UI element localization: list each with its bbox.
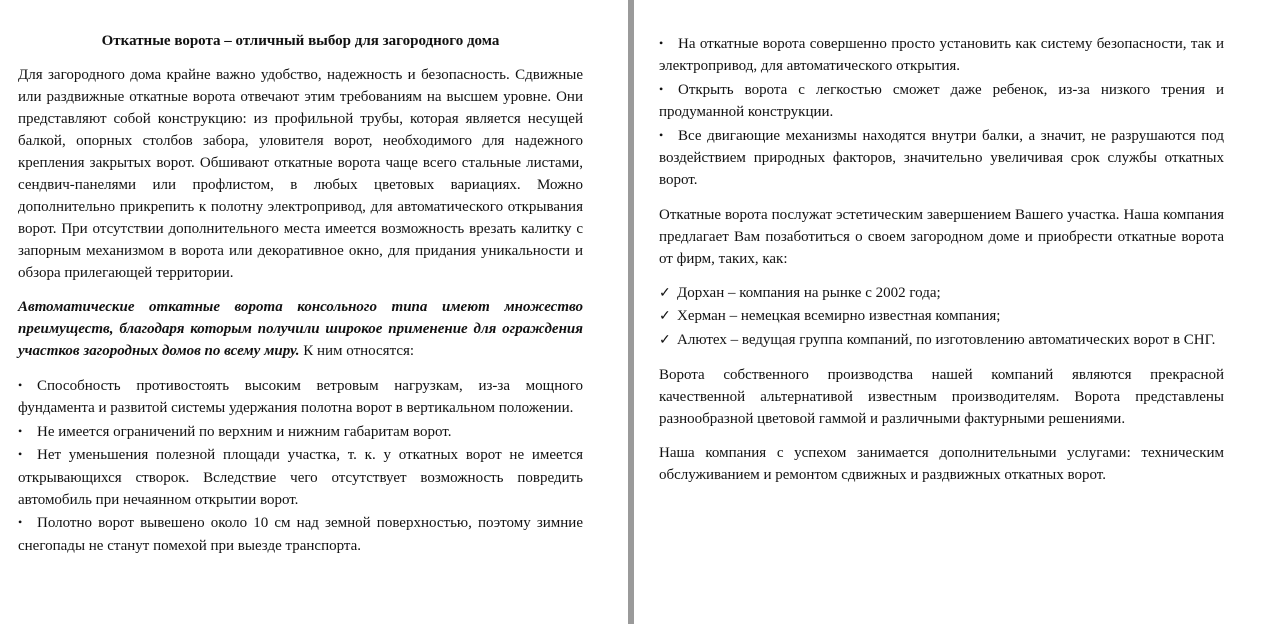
bullet-icon: • (659, 127, 664, 142)
list-item (659, 305, 1224, 328)
list-item (659, 282, 1224, 305)
list-item-text: Открыть ворота с легкостью сможет даже ребенок, из-за низкого трения и продуманной конструкции. (659, 81, 1224, 121)
advantages-list (18, 374, 583, 557)
list-item (659, 124, 1224, 192)
bullet-icon: • (659, 36, 664, 50)
emphasis-tail: К ним относятся: (299, 343, 415, 359)
checkmark-icon: ✓ (659, 285, 671, 301)
list-item-text: Дорхан – компания на рынке с 2002 года; (677, 284, 941, 301)
document-title: Откатные ворота – отличный выбор для загородного дома (101, 33, 500, 49)
right-page (634, 0, 1261, 624)
services-paragraph: Наша компания с успехом занимается дополнительными услугами: техническим обслуживанием и ремонтом сдвижных и раздвижных откатных ворот. (659, 445, 1224, 484)
list-item-text: Нет уменьшения полезной площади участка, т. к. у откатных ворот не имеется открывающихся створок. Вследствие чего отсутствует возможность повредить автомобиль при нечаянном открытии ворот. (18, 447, 583, 509)
list-item-text: Не имеется ограничений по верхним и нижним габаритам ворот. (37, 423, 452, 440)
bullet-icon: • (18, 423, 23, 438)
list-item-text: Алютех – ведущая группа компаний, по изготовлению автоматических ворот в СНГ. (677, 331, 1216, 348)
checkmark-icon: ✓ (659, 332, 671, 348)
intro-paragraph: Для загородного дома крайне важно удобство, надежность и безопасность. Сдвижные или раздвижные откатные ворота отвечают этим требованиям на высшем уровне. Они представляют собой конструкцию: из профильной трубы, которая является несущей балкой, опорных столбов забора, уловителя ворот, необходимого для надежного крепления закрытых ворот. Обшивают откатные ворота чаще всего стальные листами, сендвич-панелями или профлистом, в любых цветовых вариациях. Можно дополнительно прикрепить к полотну электропривод, для автоматического открывания ворот. При отсутствии дополнительного места имеется возможность врезать калитку с запорным механизмом в ворота или декоративное окно, для придания уникальности и обзора прилегающей территории. (18, 67, 583, 281)
list-item (659, 78, 1224, 124)
bullet-icon: • (18, 378, 23, 392)
own-production-paragraph: Ворота собственного производства нашей компаний являются прекрасной качественной альтернативой известным производителям. Ворота представлены разнообразной цветовой гаммой и различными фактурными решениями. (659, 367, 1224, 428)
emphasis-paragraph (18, 296, 583, 362)
list-item-text: Все двигающие механизмы находятся внутри балки, а значит, не разрушаются под воздействием природных факторов, значительно увеличивая срок службы откатных ворот. (659, 127, 1224, 189)
bullet-icon: • (659, 81, 664, 96)
emphasis-text: Автоматические откатные ворота консольного типа имеют множество преимуществ, благодаря которым получили широкое применение для ограждения участков загородных домов по всему миру. (18, 299, 583, 359)
list-item (659, 329, 1224, 352)
list-item-text: На откатные ворота совершенно просто установить как систему безопасности, так и электропривод, для автоматического открытия. (659, 36, 1224, 75)
list-item (659, 32, 1224, 78)
list-item-text: Полотно ворот вывешено около 10 см над земной поверхностью, поэтому зимние снегопады не станут помехой при выезде транспорта. (18, 515, 583, 554)
list-item-text: Способность противостоять высоким ветровым нагрузкам, из-за мощного фундамента и развитой системы удержания полотна ворот в вертикальном положении. (18, 378, 583, 417)
advantages-list-continued (659, 32, 1224, 192)
manufacturers-list (659, 282, 1224, 352)
list-item (18, 511, 583, 557)
checkmark-icon: ✓ (659, 309, 671, 325)
list-item (18, 443, 583, 511)
left-page (0, 0, 628, 624)
list-item (18, 420, 583, 443)
aesthetics-paragraph: Откатные ворота послужат эстетическим завершением Вашего участка. Наша компания предлагает Вам позаботиться о своем загородном доме и приобрести откатные ворота от фирм, таких, как: (659, 206, 1224, 267)
list-item (18, 374, 583, 420)
list-item-text: Херман – немецкая всемирно известная компания; (677, 308, 1001, 325)
bullet-icon: • (18, 447, 23, 462)
bullet-icon: • (18, 515, 23, 530)
